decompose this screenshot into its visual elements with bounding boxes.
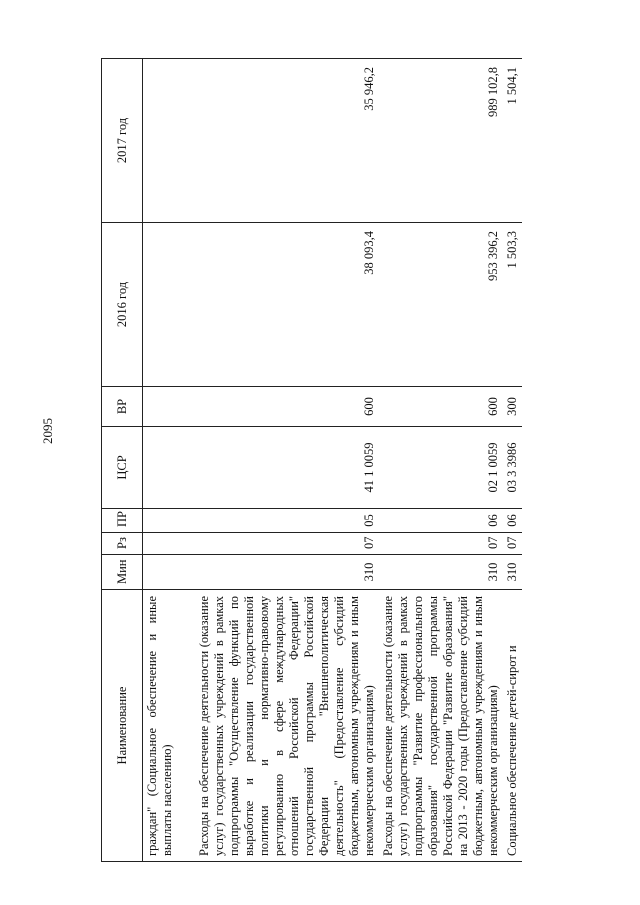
row-csr: 03 3 3986 [503,427,522,509]
row-vr: 600 [379,387,503,427]
row-min: 310 [379,555,503,590]
row-csr [143,427,195,509]
row-csr: 02 1 0059 [379,427,503,509]
row-name: Расходы на обеспечение деятельности (оказание услуг) государственных учреждений в рамках подпрограммы "Развитие профессионального образования" государственной программы Российской Федерации "Развитие образования" на 2013 - 2020 годы (Предоставление субсидий бюджетным, автономным учреждениям и иным некоммерческим организациям) [379,590,503,862]
row-name: граждан" (Социальное обеспечение и иные выплаты населению) [143,590,195,862]
row-2016: 38 093,4 [195,223,379,387]
row-rz: 07 [195,533,379,555]
row-rz [143,533,195,555]
row-pr: 06 [379,509,503,533]
row-vr [143,387,195,427]
header-rz: Рз [102,533,143,555]
table-row [195,59,379,862]
row-pr: 06 [503,509,522,533]
row-pr [143,509,195,533]
row-2017: 1 504,1 [503,59,522,223]
budget-table [101,58,522,862]
row-2016 [143,223,195,387]
row-min: 310 [503,555,522,590]
row-2016: 953 396,2 [379,223,503,387]
row-min [143,555,195,590]
header-vr: ВР [102,387,143,427]
row-pr: 05 [195,509,379,533]
table-row [503,59,522,862]
rotated-table-container [101,59,593,862]
row-2017 [143,59,195,223]
row-name: Социальное обеспечение детей-сирот и [503,590,522,862]
row-2017: 35 946,2 [195,59,379,223]
row-name: Расходы на обеспечение деятельности (оказание услуг) государственных учреждений в рамках подпрограммы "Осуществление функций по выработке и реализации государственной политики и нормативно-правовому регулированию в сфере международных отношений Российской Федерации" государственной программы Российской Федерации "Внешнеполитическая деятельность" (Предоставление субсидий бюджетным, автономным учреждениям и иным некоммерческим организациям) [195,590,379,862]
page-number: 2095 [40,418,55,444]
row-2016: 1 503,3 [503,223,522,387]
row-min: 310 [195,555,379,590]
row-vr: 300 [503,387,522,427]
table-row [143,59,195,862]
row-vr: 600 [195,387,379,427]
row-rz: 07 [379,533,503,555]
header-2017: 2017 год [102,59,143,223]
row-csr: 41 1 0059 [195,427,379,509]
header-pr: ПР [102,509,143,533]
table-header-row [102,59,143,862]
header-name: Наименование [102,590,143,862]
header-2016: 2016 год [102,223,143,387]
header-csr: ЦСР [102,427,143,509]
row-2017: 989 102,8 [379,59,503,223]
row-rz: 07 [503,533,522,555]
table-row [379,59,503,862]
header-min: Мин [102,555,143,590]
